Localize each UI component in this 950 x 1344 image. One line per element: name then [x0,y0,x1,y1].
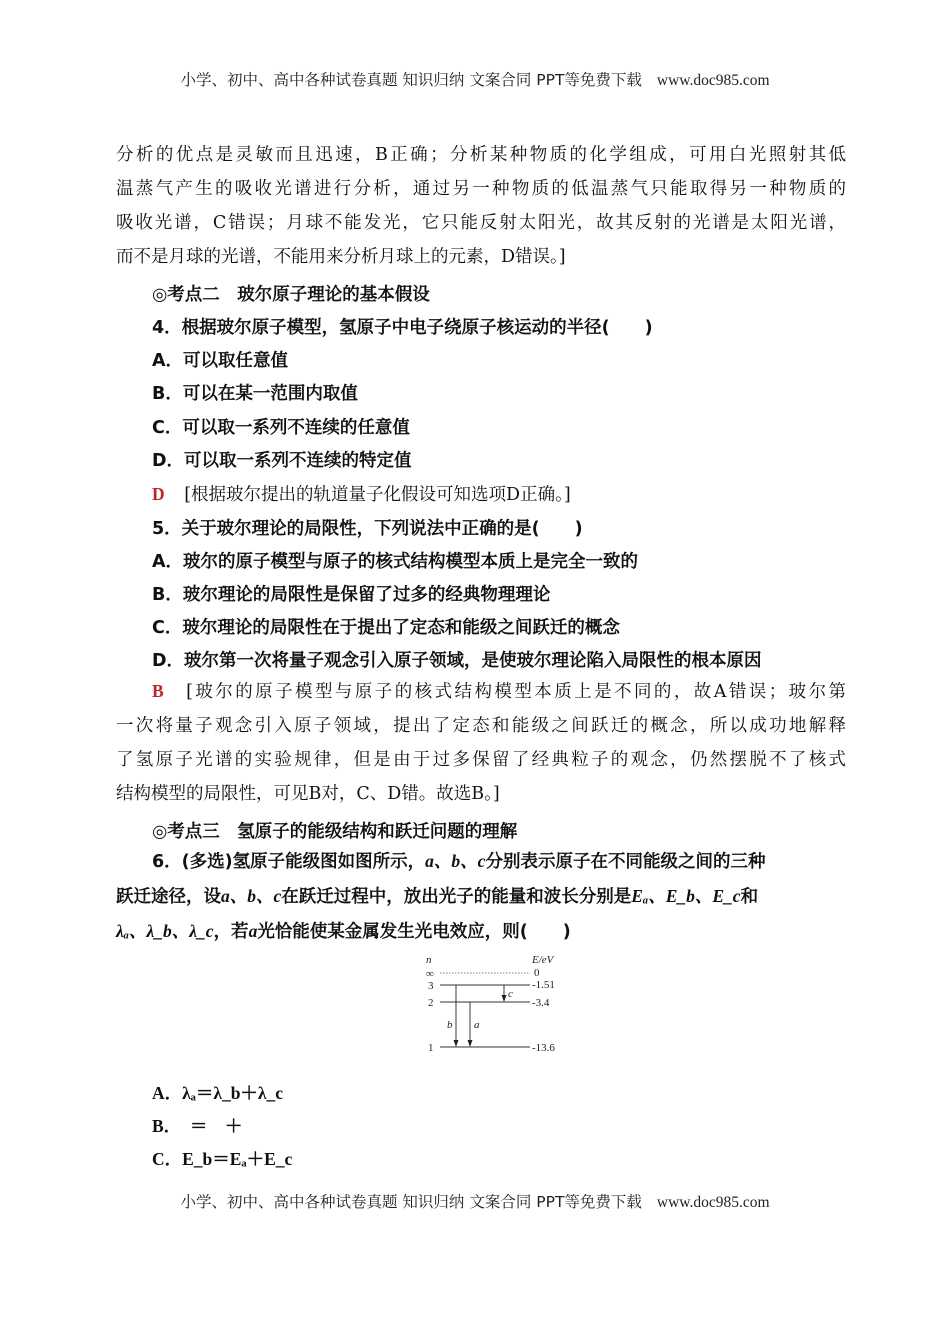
level-n-2: 2 [428,997,434,1009]
q5-answer: B [152,681,164,701]
q5-stem: 5．关于玻尔理论的局限性，下列说法中正确的是( ) [152,519,583,539]
q5-option-b: B．玻尔理论的局限性是保留了过多的经典物理理论 [152,585,551,605]
q6-line-3: λₐ、λ_b、λ_c，若a光恰能使某金属发生光电效应，则( ) [116,921,571,942]
header-url[interactable]: www.doc985.com [656,72,770,89]
transition-b-label: b [447,1019,453,1031]
q5-explanation-line: 了氢原子光谱的实验规律，但是由于过多保留了经典粒子的观念，仍然摆脱不了核式 [116,750,846,770]
q5-explanation-line: 结构模型的局限性，可见B对，C、D错。故选B。] [116,784,500,804]
q5-option-a: A．玻尔的原子模型与原子的核式结构模型本质上是完全一致的 [152,552,639,572]
footer-url[interactable]: www.doc985.com [656,1194,770,1211]
axis-n-label: n [426,954,432,966]
q6-line-1: 6．(多选)氢原子能级图如图所示，a、b、c分别表示原子在不同能级之间的三种 [152,851,766,872]
section-3-title: ◎考点三 氢原子的能级结构和跃迁问题的理解 [152,822,518,842]
q4-answer: D [152,484,165,504]
footer-text: 小学、初中、高中各种试卷真题 知识归纳 文案合同 PPT等免费下载 [180,1193,642,1211]
intro-line: 而不是月球的光谱，不能用来分析月球上的元素，D错误。] [116,247,566,267]
level-energy-1: -13.6 [532,1042,555,1054]
q6-line-2: 跃迁途径，设a、b、c在跃迁过程中，放出光子的能量和波长分别是Eₐ、E_b、E_c和 [116,886,759,907]
transition-c-label: c [508,988,513,1000]
q5-explanation-line: B [玻尔的原子模型与原子的核式结构模型本质上是不同的，故A错误；玻尔第 [152,681,847,702]
q4-explanation: [根据玻尔提出的轨道量子化假设可知选项D正确。] [184,485,571,505]
q6-option-b: B． ＝ ＋ [152,1116,243,1136]
transition-a-label: a [474,1019,480,1031]
q5-explanation-line: 一次将量子观念引入原子领域，提出了定态和能级之间跃迁的概念，所以成功地解释 [116,716,846,736]
page-header [0,68,950,90]
q4-option-a: A．可以取任意值 [152,351,289,371]
q4-option-c: C．可以取一系列不连续的任意值 [152,418,410,438]
intro-line: 吸收光谱，C错误；月球不能发光，它只能反射太阳光，故其反射的光谱是太阳光谱， [116,213,846,233]
level-n-1: 1 [428,1042,434,1054]
transition-c-arrow [502,995,507,1002]
intro-line: 分析的优点是灵敏而且迅速，B正确；分析某种物质的化学组成，可用白光照射其低 [116,145,846,165]
level-n-3: 3 [428,980,434,992]
energy-level-diagram [418,952,578,1062]
intro-line: 温蒸气产生的吸收光谱进行分析，通过另一种物质的低温蒸气只能取得另一种物质的 [116,179,846,199]
q6-stem [116,844,846,949]
q6-option-a: A．λₐ＝λ_b＋λ_c [152,1083,284,1103]
axis-e-label: E/eV [532,954,554,966]
q4-stem: 4．根据玻尔原子模型，氢原子中电子绕原子核运动的半径( ) [152,318,653,338]
q5-option-d: D．玻尔第一次将量子观念引入原子领域，是使玻尔理论陷入局限性的根本原因 [152,651,762,671]
intro-paragraph [116,138,846,274]
q4-option-d: D．可以取一系列不连续的特定值 [152,451,412,471]
q4-option-b: B．可以在某一范围内取值 [152,384,358,404]
level-energy-3: -1.51 [532,979,555,991]
page-footer [0,1190,950,1212]
q5-option-c: C．玻尔理论的局限性在于提出了定态和能级之间跃迁的概念 [152,618,620,638]
level-energy-2: -3.4 [532,997,550,1009]
level-n-inf: ∞ [426,968,434,980]
q6-option-c: C．E_b＝Eₐ＋E_c [152,1149,293,1169]
q4-answer-row [152,481,571,506]
transition-b-arrow [454,1040,459,1047]
transition-a-arrow [468,1040,473,1047]
level-energy-inf: 0 [534,967,540,979]
q5-explanation [116,674,846,811]
header-text: 小学、初中、高中各种试卷真题 知识归纳 文案合同 PPT等免费下载 [180,71,642,89]
section-2-title: ◎考点二 玻尔原子理论的基本假设 [152,285,430,305]
